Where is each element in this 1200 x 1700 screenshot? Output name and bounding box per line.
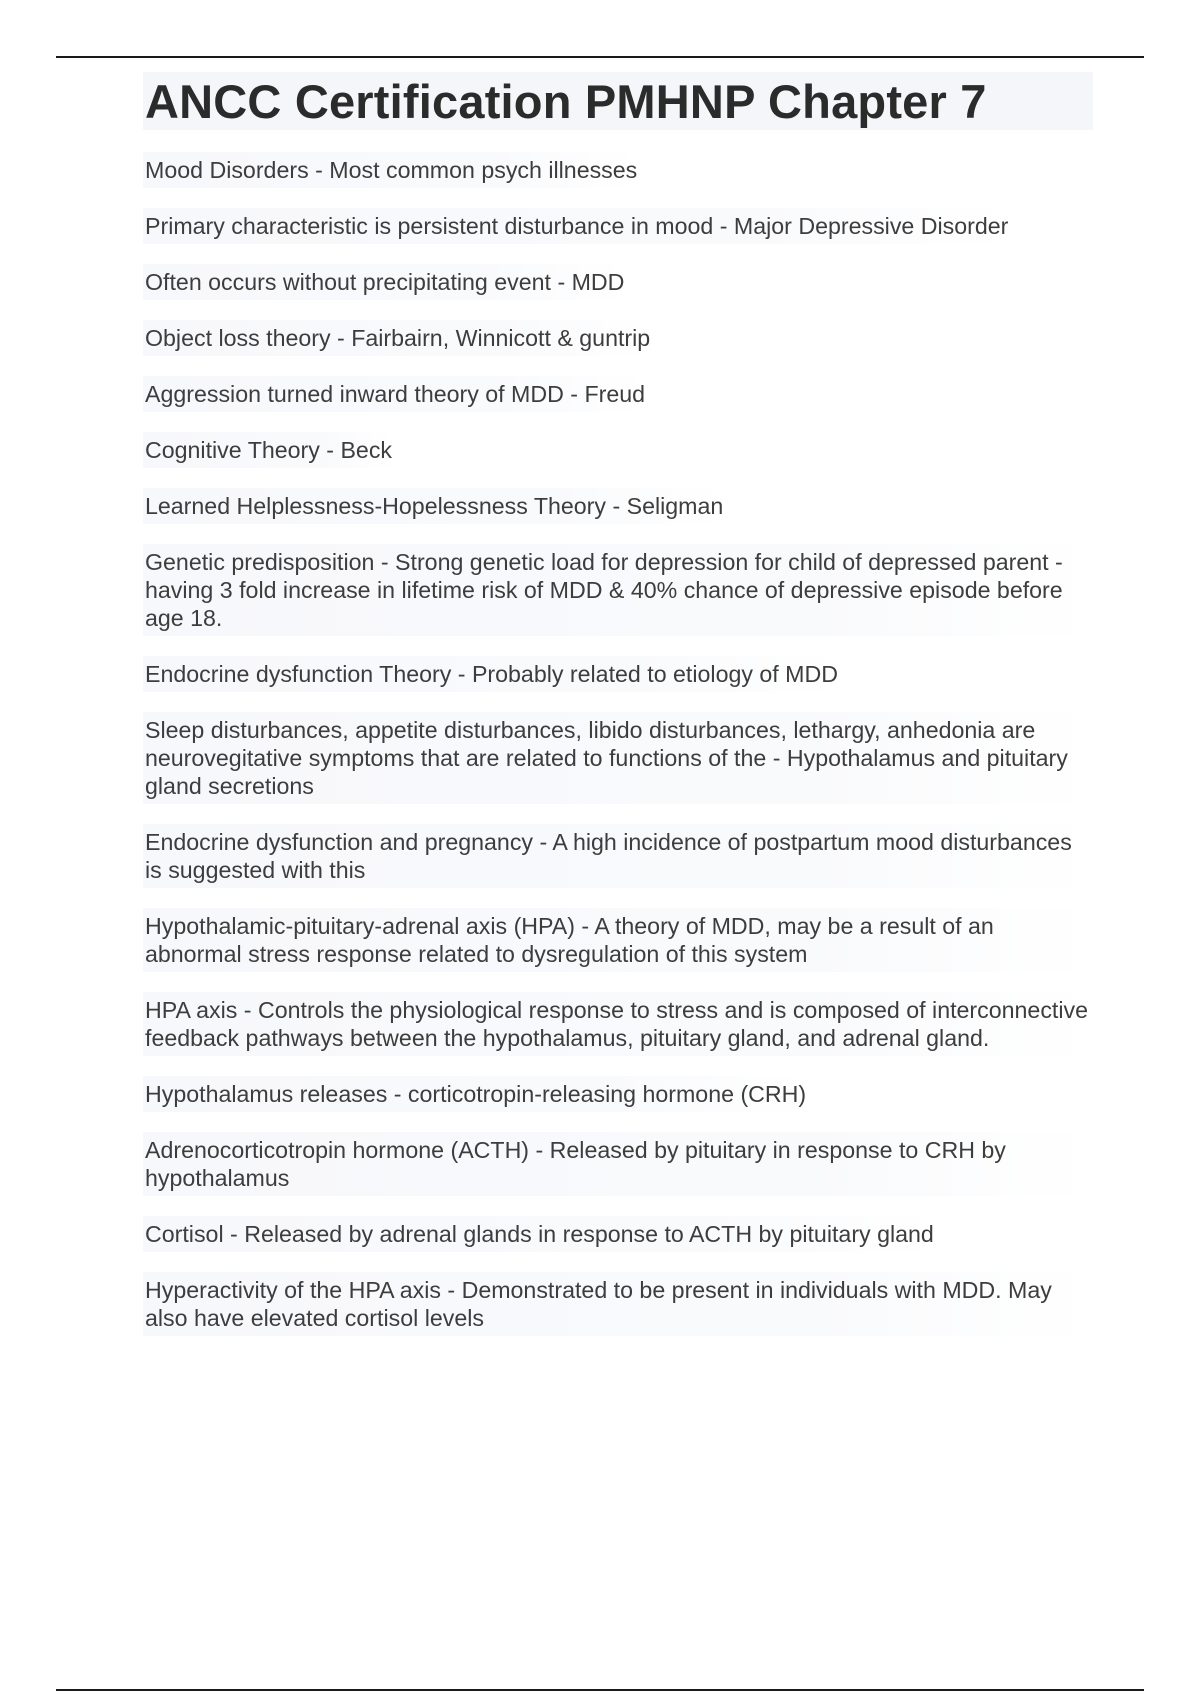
flashcard-item [143, 1272, 1093, 1336]
card-definition: Probably related to etiology of MDD [471, 661, 838, 687]
flashcard-item [143, 208, 1010, 244]
flashcard-item [143, 656, 840, 692]
card-separator: - [440, 1277, 462, 1303]
card-term: Sleep disturbances, appetite disturbances, libido disturbances, lethargy, anhedonia are neurovegitative symptoms that are related to functions of the [145, 717, 1036, 771]
card-term: Learned Helplessness-Hopelessness Theory [145, 493, 606, 519]
bottom-rule [56, 1689, 1144, 1691]
card-definition: Released by pituitary in response to CRH by hypothalamus [145, 1137, 1006, 1191]
card-definition: A theory of MDD, may be a result of an abnormal stress response related to dysregulation of this system [145, 913, 994, 967]
flashcard-item [143, 488, 725, 524]
flashcard-item [143, 152, 639, 188]
flashcard-item [143, 320, 652, 356]
card-term: Primary characteristic is persistent disturbance in mood [145, 213, 714, 239]
card-term: Genetic predisposition [145, 549, 375, 575]
flashcard-item [143, 1216, 936, 1252]
card-separator: - [330, 325, 352, 351]
card-separator: - [237, 997, 258, 1023]
card-definition: Released by adrenal glands in response to ACTH by pituitary gland [244, 1221, 934, 1247]
flashcard-item [143, 264, 626, 300]
card-definition: Fairbairn, Winnicott & guntrip [351, 325, 651, 351]
flashcard-item [143, 544, 1093, 636]
card-separator: - [533, 829, 553, 855]
flashcard-item [143, 824, 1093, 888]
flashcard-item [143, 908, 1093, 972]
card-separator: - [319, 437, 341, 463]
card-definition: Demonstrated to be present in individuals with MDD. May also have elevated cortisol levels [145, 1277, 1052, 1331]
card-term: Often occurs without precipitating event [145, 269, 551, 295]
card-definition: MDD [571, 269, 625, 295]
card-term: Hypothalamic-pituitary-adrenal axis (HPA) [145, 913, 575, 939]
flashcard-item [143, 1132, 1093, 1196]
flashcard-item [143, 712, 1093, 804]
card-term: Endocrine dysfunction Theory [145, 661, 452, 687]
page-title: ANCC Certification PMHNP Chapter 7 [145, 74, 987, 128]
card-definition: A high incidence of postpartum mood disturbances is suggested with this [145, 829, 1072, 883]
card-separator: - [451, 661, 472, 687]
card-separator: - [374, 549, 396, 575]
title-banner [143, 72, 1093, 130]
card-definition: Strong genetic load for depression for child of depressed parent -having 3 fold increase in lifetime risk of MDD & 40% chance of depressive episode before age 18. [145, 549, 1063, 631]
flashcard-item [143, 992, 1093, 1056]
flashcard-item [143, 376, 647, 412]
card-separator: - [563, 381, 585, 407]
flashcard-item [143, 432, 394, 468]
card-term: Hyperactivity of the HPA axis [145, 1277, 441, 1303]
card-separator: - [551, 269, 572, 295]
card-term: Mood Disorders [145, 157, 309, 183]
card-definition: Beck [340, 437, 393, 463]
card-separator: - [529, 1137, 550, 1163]
card-separator: - [387, 1081, 408, 1107]
card-term: Hypothalamus releases [145, 1081, 388, 1107]
card-separator: - [766, 745, 787, 771]
top-rule [56, 56, 1144, 58]
flashcard-item [143, 1076, 808, 1112]
card-term: Aggression turned inward theory of MDD [145, 381, 564, 407]
card-definition: Seligman [626, 493, 724, 519]
card-definition: Most common psych illnesses [329, 157, 638, 183]
card-separator: - [713, 213, 734, 239]
card-term: Cognitive Theory [145, 437, 320, 463]
card-definition: Hypothalamus and pituitary gland secretions [145, 745, 1068, 799]
card-separator: - [606, 493, 627, 519]
card-separator: - [308, 157, 330, 183]
card-term: Adrenocorticotropin hormone (ACTH) [145, 1137, 530, 1163]
card-separator: - [574, 913, 595, 939]
card-separator: - [223, 1221, 245, 1247]
document-body [143, 72, 1093, 1356]
card-term: Endocrine dysfunction and pregnancy [145, 829, 534, 855]
card-definition: Major Depressive Disorder [733, 213, 1009, 239]
card-definition: corticotropin-releasing hormone (CRH) [407, 1081, 807, 1107]
card-definition: Controls the physiological response to stress and is composed of interconnective feedback pathways between the hypothalamus, pituitary gland, and adrenal gland. [145, 997, 1089, 1051]
card-term: Cortisol [145, 1221, 224, 1247]
card-term: Object loss theory [145, 325, 331, 351]
card-term: HPA axis [145, 997, 238, 1023]
card-definition: Freud [584, 381, 646, 407]
